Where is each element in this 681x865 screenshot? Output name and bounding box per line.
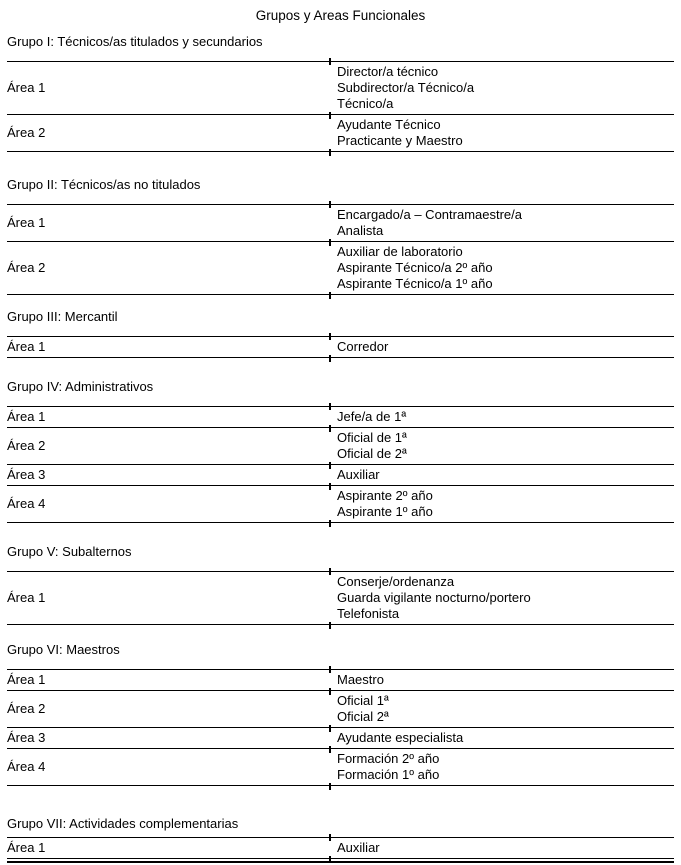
position-line: Telefonista — [337, 606, 400, 621]
positions-cell — [330, 205, 674, 241]
group-table — [7, 571, 674, 625]
table-row — [7, 62, 674, 115]
positions-cell — [330, 465, 674, 485]
group-section-2 — [7, 177, 674, 295]
table-row — [7, 337, 674, 358]
positions-cell — [330, 115, 674, 151]
table-row — [7, 486, 674, 523]
table-row — [7, 428, 674, 465]
group-heading: Grupo VI: Maestros — [7, 642, 120, 657]
position-line: Subdirector/a Técnico/a — [337, 80, 475, 95]
area-cell: Área 1 — [7, 339, 46, 354]
position-line: Aspirante 2º año — [337, 488, 433, 503]
position-line: Auxiliar — [337, 840, 380, 855]
position-line: Encargado/a – Contramaestre/a — [337, 207, 522, 222]
area-cell: Área 1 — [7, 590, 46, 605]
position-line: Formación 1º año — [337, 767, 440, 782]
area-cell: Área 3 — [7, 467, 46, 482]
area-cell: Área 2 — [7, 260, 46, 275]
group-heading: Grupo VII: Actividades complementarias — [7, 816, 239, 831]
positions-cell — [330, 572, 674, 624]
table-row — [7, 749, 674, 786]
group-section-4 — [7, 379, 674, 523]
positions-cell — [330, 337, 674, 357]
area-cell: Área 2 — [7, 701, 46, 716]
table-row — [7, 670, 674, 691]
position-line: Formación 2º año — [337, 751, 440, 766]
position-line: Director/a técnico — [337, 64, 439, 79]
group-heading: Grupo II: Técnicos/as no titulados — [7, 177, 201, 192]
position-line: Jefe/a de 1ª — [337, 409, 407, 424]
group-table — [7, 837, 674, 859]
table-row — [7, 572, 674, 625]
position-line: Maestro — [337, 672, 384, 687]
position-line: Ayudante Técnico — [337, 117, 441, 132]
table-row — [7, 838, 674, 859]
position-line: Corredor — [337, 339, 389, 354]
positions-cell — [330, 670, 674, 690]
position-line: Oficial de 1ª — [337, 430, 407, 445]
position-line: Aspirante Técnico/a 1º año — [337, 276, 493, 291]
position-line: Auxiliar — [337, 467, 380, 482]
position-line: Analista — [337, 223, 384, 238]
area-cell: Área 4 — [7, 759, 46, 774]
page-title: Grupos y Areas Funcionales — [255, 8, 426, 23]
group-section-1 — [7, 34, 674, 152]
position-line: Técnico/a — [337, 96, 394, 111]
position-line: Ayudante especialista — [337, 730, 464, 745]
group-section-6 — [7, 642, 674, 786]
group-heading: Grupo V: Subalternos — [7, 544, 132, 559]
group-heading: Grupo IV: Administrativos — [7, 379, 154, 394]
position-line: Aspirante Técnico/a 2º año — [337, 260, 493, 275]
area-cell: Área 2 — [7, 438, 46, 453]
position-line: Practicante y Maestro — [337, 133, 463, 148]
positions-cell — [330, 691, 674, 727]
positions-cell — [330, 749, 674, 785]
area-cell: Área 1 — [7, 672, 46, 687]
position-line: Conserje/ordenanza — [337, 574, 455, 589]
table-row — [7, 407, 674, 428]
group-heading: Grupo I: Técnicos/as titulados y secundarios — [7, 34, 263, 49]
positions-cell — [330, 62, 674, 114]
position-line: Auxiliar de laboratorio — [337, 244, 463, 259]
positions-cell — [330, 728, 674, 748]
group-table — [7, 669, 674, 786]
area-cell: Área 4 — [7, 496, 46, 511]
area-cell: Área 1 — [7, 409, 46, 424]
group-table — [7, 336, 674, 358]
area-cell: Área 3 — [7, 730, 46, 745]
table-row — [7, 728, 674, 749]
table-row — [7, 242, 674, 295]
area-cell: Área 1 — [7, 840, 46, 855]
group-section-5 — [7, 544, 674, 625]
group-table — [7, 204, 674, 295]
positions-cell — [330, 838, 674, 858]
position-line: Oficial de 2ª — [337, 446, 407, 461]
positions-cell — [330, 428, 674, 464]
group-table — [7, 61, 674, 152]
area-cell: Área 2 — [7, 125, 46, 140]
positions-cell — [330, 242, 674, 294]
position-line: Oficial 2ª — [337, 709, 389, 724]
table-row — [7, 115, 674, 152]
position-line: Oficial 1ª — [337, 693, 389, 708]
table-row — [7, 691, 674, 728]
group-section-3 — [7, 309, 674, 358]
group-table — [7, 406, 674, 523]
positions-cell — [330, 486, 674, 522]
cutoff-table-border — [7, 861, 674, 863]
position-line: Aspirante 1º año — [337, 504, 433, 519]
group-section-7 — [7, 816, 674, 859]
group-heading: Grupo III: Mercantil — [7, 309, 118, 324]
table-row — [7, 205, 674, 242]
table-row — [7, 465, 674, 486]
position-line: Guarda vigilante nocturno/portero — [337, 590, 531, 605]
positions-cell — [330, 407, 674, 427]
area-cell: Área 1 — [7, 80, 46, 95]
area-cell: Área 1 — [7, 215, 46, 230]
